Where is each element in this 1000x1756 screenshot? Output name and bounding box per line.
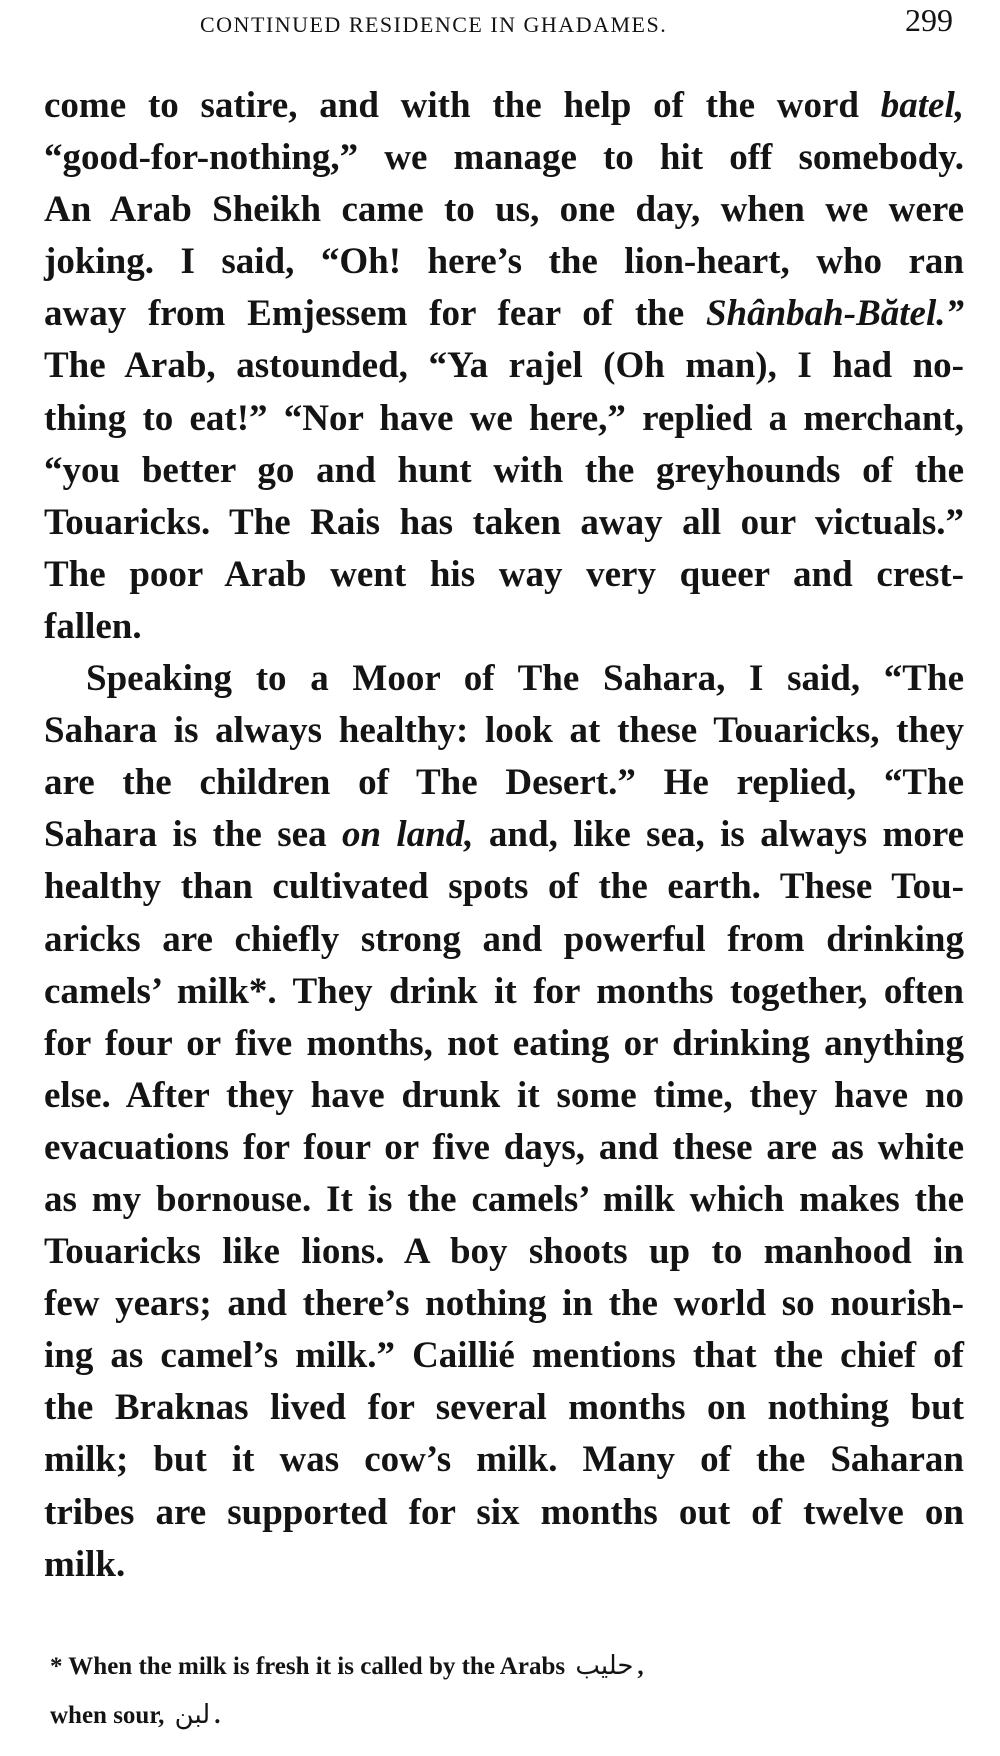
text-line: away from Emjessem for fear of the Shânbah-Bătel.”	[44, 293, 964, 335]
text-line: ing as camel’s milk.” Caillié mentions that the chief of	[44, 1335, 964, 1377]
text-line: Touaricks like lions. A boy shoots up to manhood in	[44, 1231, 964, 1273]
footnote-line: * When the milk is fresh it is called by the Arabs حليب ,	[50, 1651, 644, 1681]
text-line: else. After they have drunk it some time, they have no	[44, 1074, 964, 1116]
text-line: thing to eat!” “Nor have we here,” replied a merchant,	[44, 397, 964, 439]
running-head	[0, 0, 1000, 60]
text-line: few years; and there’s nothing in the world so nourish-	[44, 1283, 964, 1325]
arabic-word-sour-milk: لبن	[174, 1700, 211, 1730]
text-line: Touaricks. The Rais has taken away all our victuals.”	[44, 501, 964, 543]
text-line: The Arab, astounded, “Ya rajel (Oh man), I had no-	[44, 345, 964, 387]
text-line: An Arab Sheikh came to us, one day, when we were	[44, 189, 964, 231]
text-line: Sahara is the sea on land, and, like sea, is always more	[44, 814, 964, 856]
page-number: 299	[905, 2, 953, 38]
text-line: milk.	[44, 1543, 126, 1585]
text-line: as my bornouse. It is the camels’ milk which makes the	[44, 1178, 964, 1220]
text-line: “good-for-nothing,” we manage to hit off somebody.	[44, 137, 964, 179]
text-line: “you better go and hunt with the greyhounds of the	[44, 449, 964, 491]
text-line: healthy than cultivated spots of the earth. These Tou-	[44, 866, 964, 908]
text-line: camels’ milk*. They drink it for months together, often	[44, 970, 964, 1012]
text-line: the Braknas lived for several months on nothing but	[44, 1387, 964, 1429]
footnote	[50, 1642, 965, 1740]
text-line: Sahara is always healthy: look at these Touaricks, they	[44, 710, 964, 752]
text-line: milk; but it was cow’s milk. Many of the Saharan	[44, 1439, 964, 1481]
text-line: are the children of The Desert.” He replied, “The	[44, 762, 964, 804]
text-line: tribes are supported for six months out of twelve on	[44, 1491, 964, 1533]
text-line: evacuations for four or five days, and these are as white	[44, 1126, 964, 1168]
text-line: aricks are chiefly strong and powerful from drinking	[44, 918, 964, 960]
footnote-line: when sour, لبن .	[50, 1700, 221, 1730]
arabic-word-fresh-milk: حليب	[575, 1651, 634, 1681]
text-line: joking. I said, “Oh! here’s the lion-heart, who ran	[44, 241, 964, 283]
text-line: The poor Arab went his way very queer and crest-	[44, 553, 964, 595]
text-line: come to satire, and with the help of the word batel,	[44, 85, 964, 126]
text-line: Speaking to a Moor of The Sahara, I said, “The	[86, 658, 964, 700]
text-line: for four or five months, not eating or drinking anything	[44, 1022, 964, 1064]
running-title: CONTINUED RESIDENCE IN GHADAMES.	[200, 12, 668, 37]
body-text	[44, 80, 964, 1591]
text-line: fallen.	[44, 605, 142, 647]
